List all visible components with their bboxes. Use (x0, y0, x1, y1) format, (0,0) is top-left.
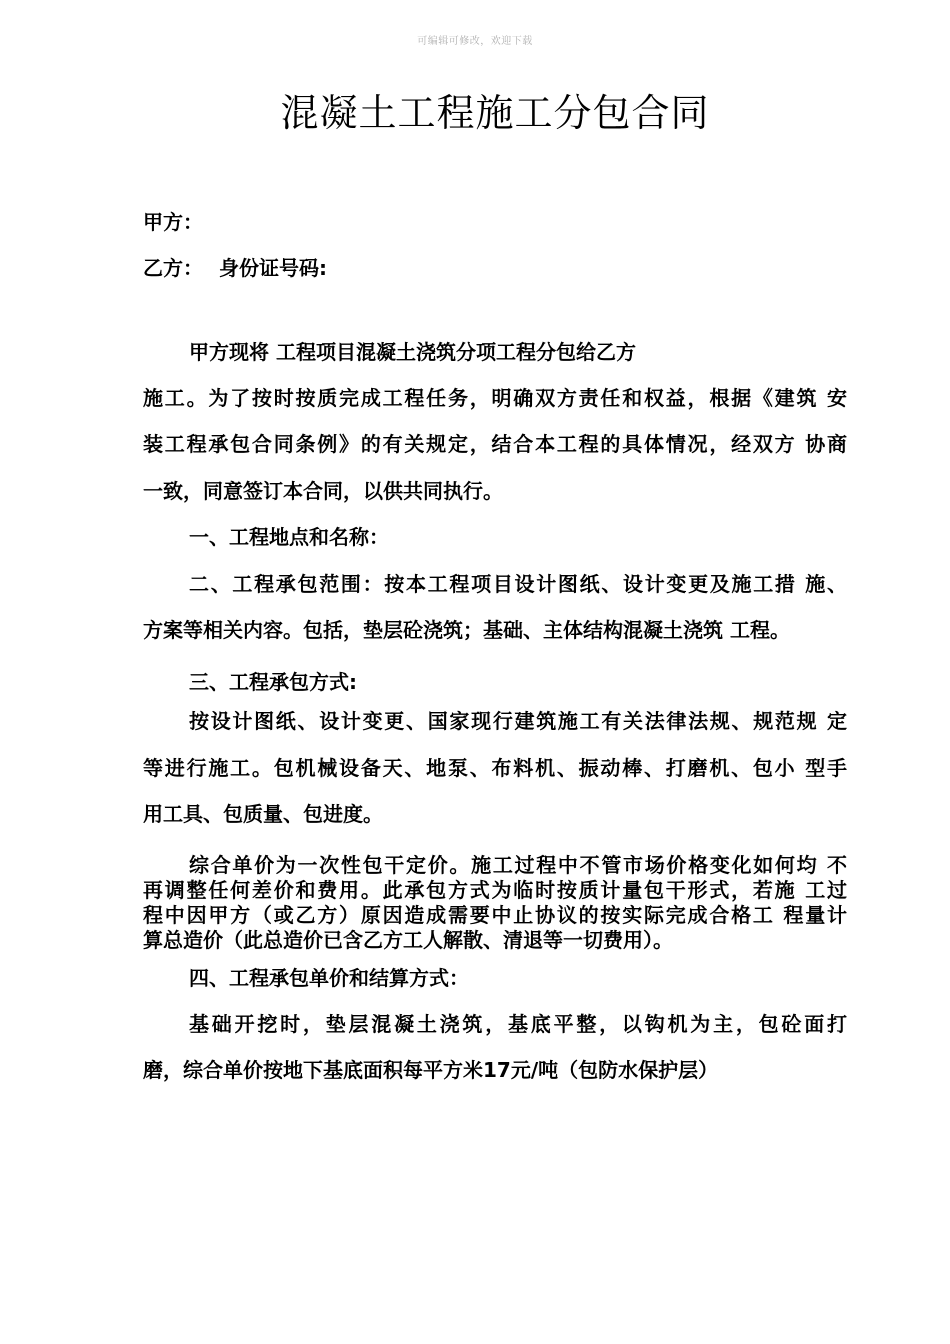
party-b-label: 乙方： (143, 256, 203, 280)
section-3-para-1-line-3: 用工具、包质量、包进度。 (143, 802, 383, 826)
party-a-label: 甲方： (143, 210, 203, 234)
section-2-line-1: 二、工程承包范围：按本工程项目设计图纸、设计变更及施工措 施、 (189, 572, 847, 596)
section-3-para-2-line-1: 综合单价为一次性包干定价。施工过程中不管市场价格变化如何均 不 (189, 853, 847, 877)
section-4-line-2: 磨，综合单价按地下基底面积每平方米17元/吨（包防水保护层） (143, 1058, 719, 1082)
section-3-para-1-line-2: 等进行施工。包机械设备天、地泵、布料机、振动棒、打磨机、包小 型手 (143, 756, 847, 780)
intro-line-4: 一致，同意签订本合同，以供共同执行。 (143, 479, 503, 503)
intro-line-1: 甲方现将 工程项目混凝土浇筑分项工程分包给乙方 (189, 340, 636, 364)
intro-line-3: 装工程承包合同条例》的有关规定，结合本工程的具体情况，经双方 协商 (143, 432, 847, 456)
section-4-heading: 四、工程承包单价和结算方式： (189, 966, 469, 990)
section-3-para-2-line-3: 程中因甲方（或乙方）原因造成需要中止协议的按实际完成合格工 程量计 (143, 903, 847, 927)
section-4-line-1: 基础开挖时，垫层混凝土浇筑，基底平整，以钩机为主，包砼面打 (189, 1012, 847, 1036)
section-3-heading: 三、工程承包方式: (189, 670, 357, 694)
section-1-heading: 一、工程地点和名称： (189, 525, 389, 549)
section-3-para-1-line-1: 按设计图纸、设计变更、国家现行建筑施工有关法律法规、规范规 定 (189, 709, 847, 733)
watermark-text: 可编辑可修改，欢迎下载 (417, 36, 533, 47)
intro-line-2: 施工。为了按时按质完成工程任务，明确双方责任和权益，根据《建筑 安 (143, 386, 847, 410)
section-3-para-2-line-2: 再调整任何差价和费用。此承包方式为临时按质计量包干形式，若施 工过 (143, 878, 847, 902)
section-2-line-2: 方案等相关内容。包括，垫层砼浇筑；基础、主体结构混凝土浇筑 工程。 (143, 618, 790, 642)
document-title: 混凝土工程施工分包合同 (280, 91, 710, 135)
party-b-id-label: 身份证号码: (219, 256, 327, 280)
section-3-para-2-line-4: 算总造价（此总造价已含乙方工人解散、清退等一切费用）。 (143, 928, 673, 952)
party-b-row (143, 256, 327, 280)
